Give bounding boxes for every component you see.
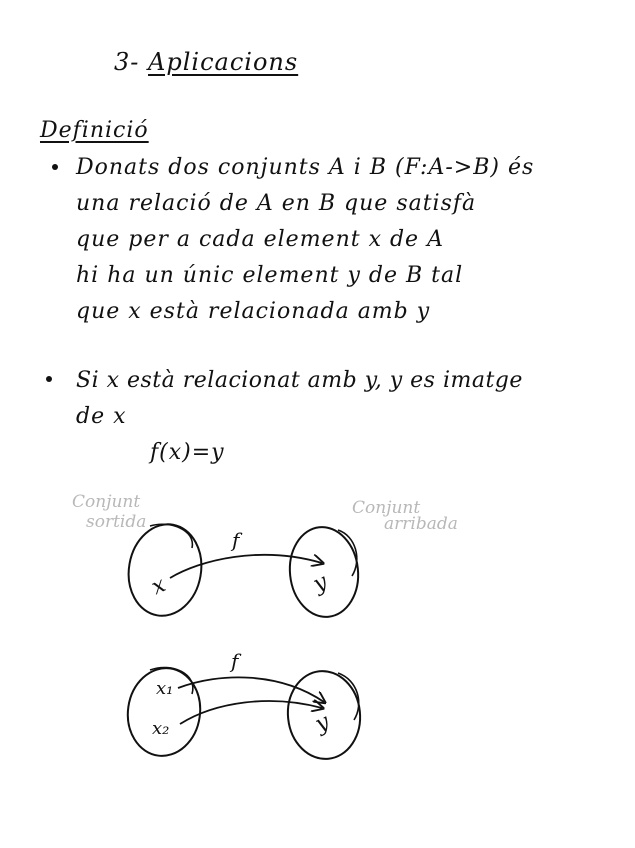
bullet-1-line-5: que x està relacionada amb y — [76, 299, 431, 324]
bullet-1-line-1: Donats dos conjunts A i B (F:A->B) és — [76, 155, 535, 180]
source-element-x: x — [147, 572, 170, 601]
source-set-oval-1-overlap — [150, 524, 192, 548]
diagram-2 — [122, 649, 364, 763]
mapping-arrow-2b — [180, 701, 322, 724]
section-title-text: Aplicacions — [148, 48, 299, 76]
target-element-y2: y — [311, 709, 334, 738]
mapping-arrow-1 — [170, 555, 322, 578]
target-set-label-1: Conjunt — [352, 498, 421, 518]
section-number: 3- — [114, 48, 140, 76]
bullet-1-line-2: una relació de A en B que satisfà — [76, 191, 477, 216]
arrow-label-1: f — [232, 528, 240, 552]
source-element-x2: x₂ — [152, 718, 170, 739]
definition-label: Definició — [40, 118, 149, 143]
arrow-label-2: f — [231, 649, 239, 673]
source-element-x1: x₁ — [156, 678, 174, 699]
target-element-y: y — [309, 569, 332, 598]
formula: f(x)=y — [150, 440, 225, 465]
bullet-2-line-1: Si x està relacionat amb y, y es imatge — [76, 368, 523, 393]
source-set-label-1: Conjunt — [72, 492, 141, 512]
bullet-1-line-3: que per a cada element x de A — [76, 227, 444, 252]
source-set-oval-1 — [122, 518, 209, 621]
bullet-1-line-4: hi ha un únic element y de B tal — [76, 263, 464, 288]
source-set-label-2: sortida — [86, 512, 147, 532]
diagram-1 — [122, 518, 363, 621]
bullet-2-line-2: de x — [76, 404, 127, 429]
target-set-label-2: arribada — [384, 514, 458, 534]
